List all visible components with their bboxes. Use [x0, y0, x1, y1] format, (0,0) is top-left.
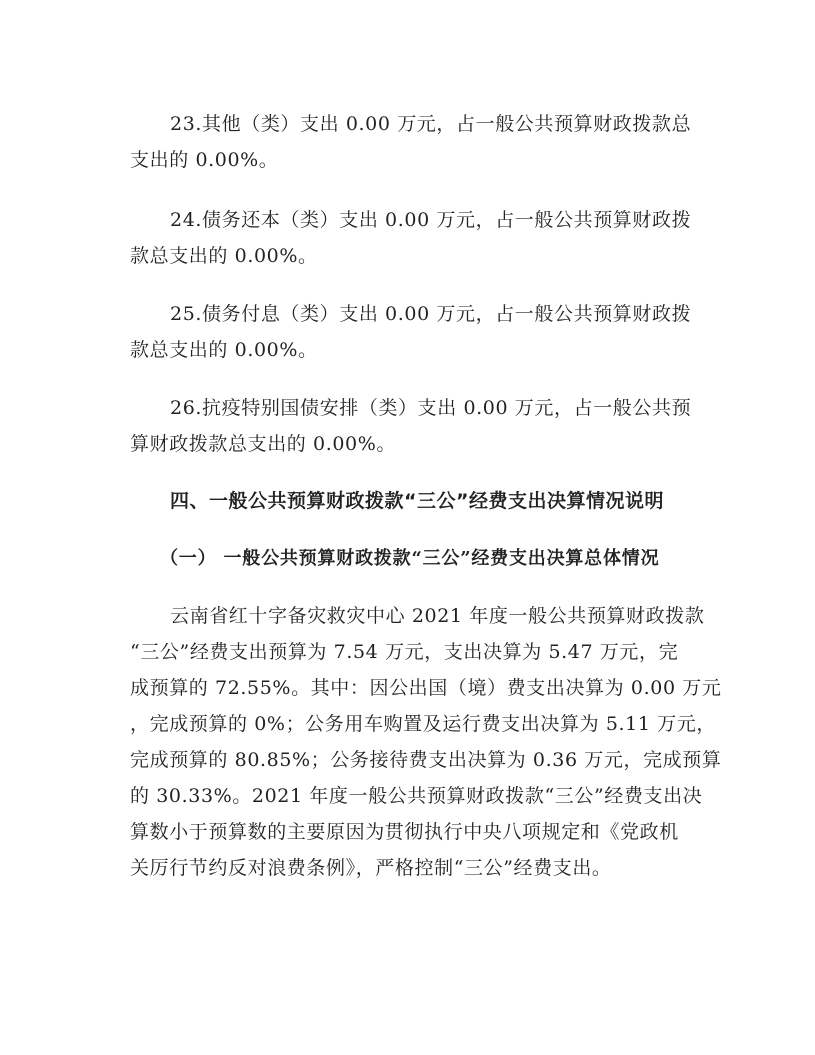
- item-25-line-1: 25.债务付息（类）支出 0.00 万元，占一般公共预算财政拨: [170, 303, 692, 325]
- summary-line-2: “三公”经费支出预算为 7.54 万元，支出决算为 5.47 万元，完: [130, 641, 679, 663]
- summary-line-1: 云南省红十字备灾救灾中心 2021 年度一般公共预算财政拨款: [170, 605, 705, 627]
- item-25-line-2: 款总支出的 0.00%。: [130, 339, 318, 361]
- item-25-paragraph: [130, 296, 700, 368]
- item-26-line-1: 26.抗疫特别国债安排（类）支出 0.00 万元，占一般公共预: [170, 397, 692, 419]
- item-26-paragraph: [130, 390, 700, 462]
- summary-line-4: ，完成预算的 0%；公务用车购置及运行费支出决算为 5.11 万元，: [130, 713, 716, 735]
- item-26-line-2: 算财政拨款总支出的 0.00%。: [130, 433, 396, 455]
- sub-heading: （一） 一般公共预算财政拨款“三公”经费支出决算总体情况: [160, 548, 660, 569]
- summary-line-3: 成预算的 72.55%。其中：因公出国（境）费支出决算为 0.00 万元: [130, 677, 722, 699]
- item-24-paragraph: [130, 202, 700, 274]
- summary-line-7: 算数小于预算数的主要原因为贯彻执行中央八项规定和《党政机: [130, 821, 679, 843]
- summary-paragraph: [130, 598, 722, 886]
- summary-line-5: 完成预算的 80.85%；公务接待费支出决算为 0.36 万元，完成预算: [130, 749, 722, 771]
- summary-line-8: 关厉行节约反对浪费条例》，严格控制“三公”经费支出。: [130, 857, 612, 879]
- item-23-line-2: 支出的 0.00%。: [130, 149, 279, 171]
- item-24-line-2: 款总支出的 0.00%。: [130, 245, 318, 267]
- item-23-line-1: 23.其他（类）支出 0.00 万元，占一般公共预算财政拨款总: [170, 113, 692, 135]
- section-heading: 四、一般公共预算财政拨款“三公”经费支出决算情况说明: [170, 490, 664, 512]
- item-23-paragraph: [130, 106, 700, 178]
- item-24-line-1: 24.债务还本（类）支出 0.00 万元，占一般公共预算财政拨: [170, 209, 692, 231]
- summary-line-6: 的 30.33%。2021 年度一般公共预算财政拨款“三公”经费支出决: [130, 785, 703, 807]
